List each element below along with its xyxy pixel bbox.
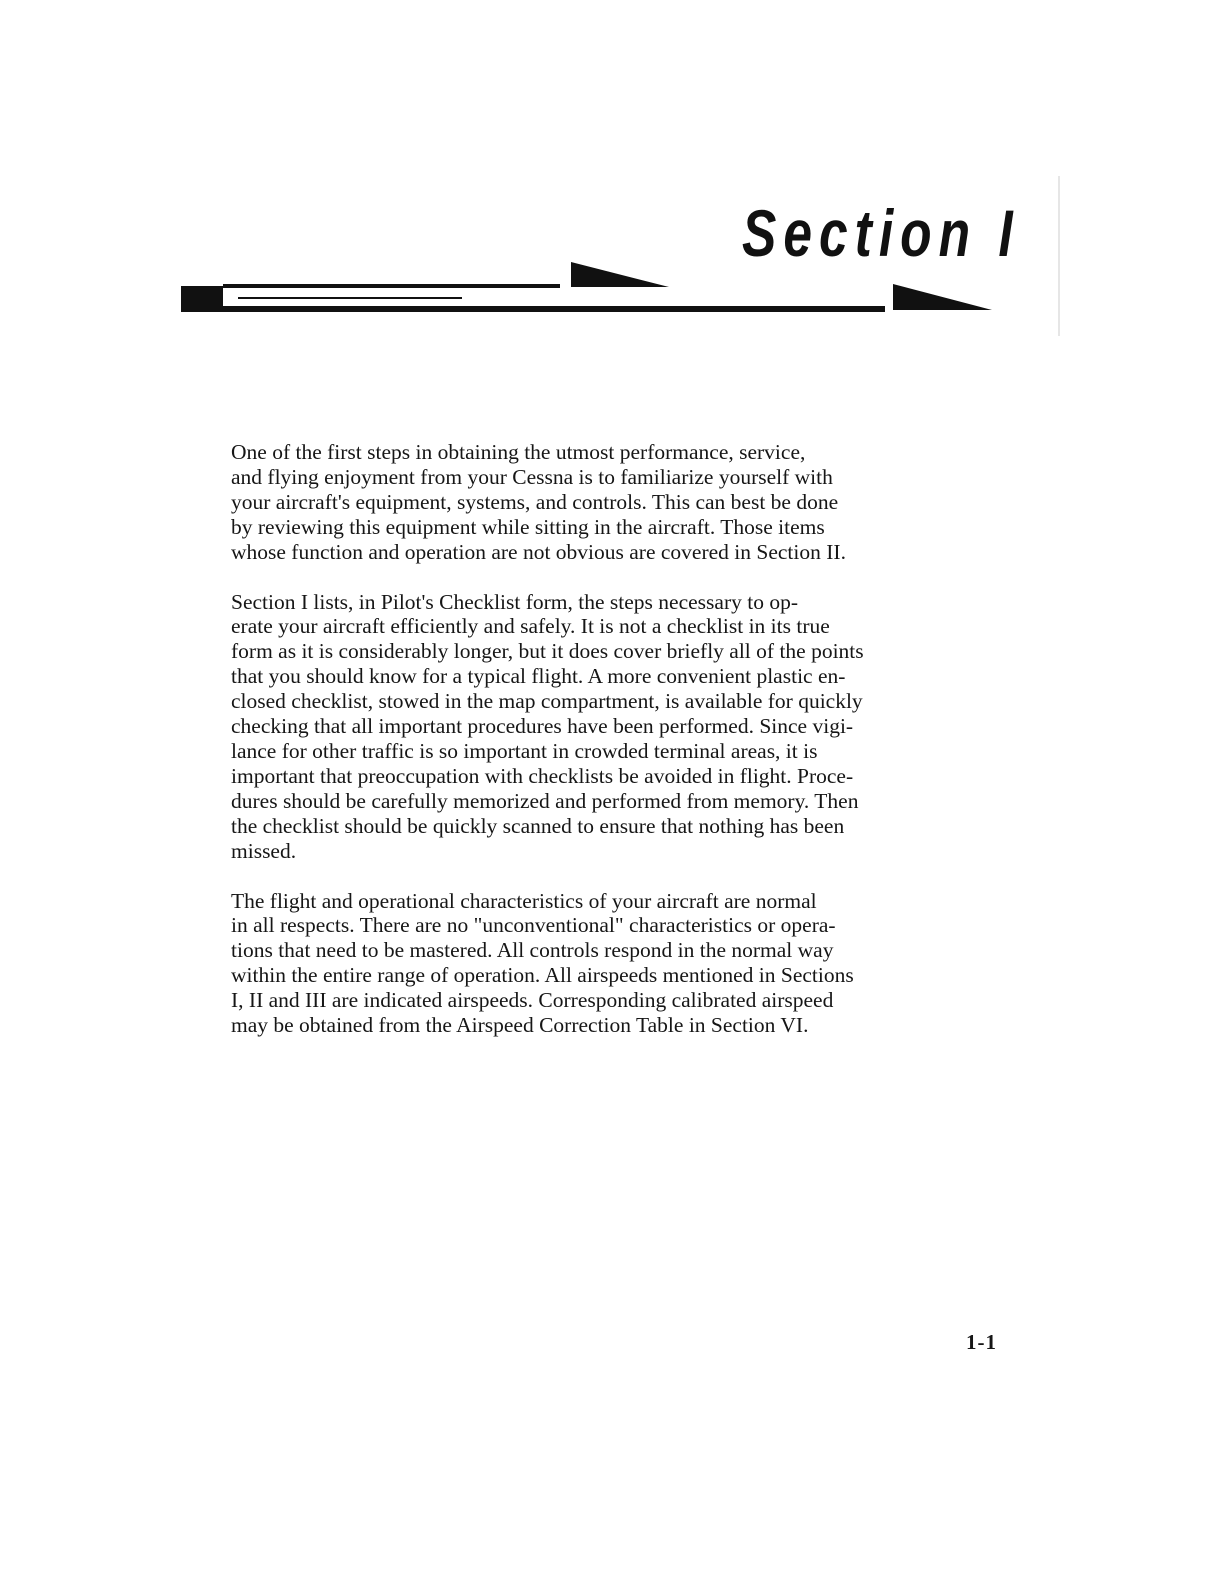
text-line: within the entire range of operation. All airspeeds mentioned in Sections: [231, 963, 854, 988]
text-line: missed.: [231, 838, 297, 863]
text-line: closed checklist, stowed in the map compartment, is available for quickly: [231, 689, 863, 714]
text-line: The flight and operational characteristics of your aircraft are normal: [231, 888, 817, 913]
text-line: form as it is considerably longer, but it does cover briefly all of the points: [231, 639, 864, 664]
rule-arrow-left: [571, 262, 669, 287]
rule-upper-bar: [223, 284, 560, 288]
paragraph-intro: [182, 440, 1018, 565]
text-line: tions that need to be mastered. All controls respond in the normal way: [231, 938, 834, 963]
text-line: erate your aircraft efficiently and safely. It is not a checklist in its true: [231, 614, 830, 639]
text-line: Section I lists, in Pilot's Checklist form, the steps necessary to op-: [231, 589, 798, 614]
text-line: checking that all important procedures have been performed. Since vigi-: [231, 714, 854, 739]
text-line: dures should be carefully memorized and performed from memory. Then: [231, 788, 859, 813]
text-line: may be obtained from the Airspeed Correction Table in Section VI.: [231, 1013, 809, 1038]
section-title: Section I: [742, 196, 1020, 270]
paragraph-checklist: [182, 590, 1018, 864]
text-line: that you should know for a typical flight. A more convenient plastic en-: [231, 664, 846, 689]
text-line: important that preoccupation with checklists be avoided in flight. Proce-: [231, 763, 854, 788]
text-line: One of the first steps in obtaining the utmost performance, service,: [231, 440, 806, 464]
text-line: I, II and III are indicated airspeeds. Corresponding calibrated airspeed: [231, 988, 834, 1013]
text-line: and flying enjoyment from your Cessna is to familiarize yourself with: [231, 464, 833, 489]
rule-long-bar: [181, 306, 885, 312]
page-number: 1-1: [966, 1330, 997, 1354]
text-line: by reviewing this equipment while sitting in the aircraft. Those items: [231, 514, 825, 539]
rule-arrow-right: [893, 284, 992, 310]
section-header-rule: [0, 0, 1224, 340]
text-line: lance for other traffic is so important in crowded terminal areas, it is: [231, 738, 818, 763]
text-line: in all respects. There are no "unconventional" characteristics or opera-: [231, 913, 836, 938]
rule-thin-line: [238, 297, 462, 299]
text-line: your aircraft's equipment, systems, and controls. This can best be done: [231, 489, 839, 514]
paragraph-characteristics: [182, 889, 1018, 1038]
body-text: [182, 440, 1018, 1063]
text-line: whose function and operation are not obvious are covered in Section II.: [231, 539, 846, 564]
text-line: the checklist should be quickly scanned to ensure that nothing has been: [231, 813, 845, 838]
